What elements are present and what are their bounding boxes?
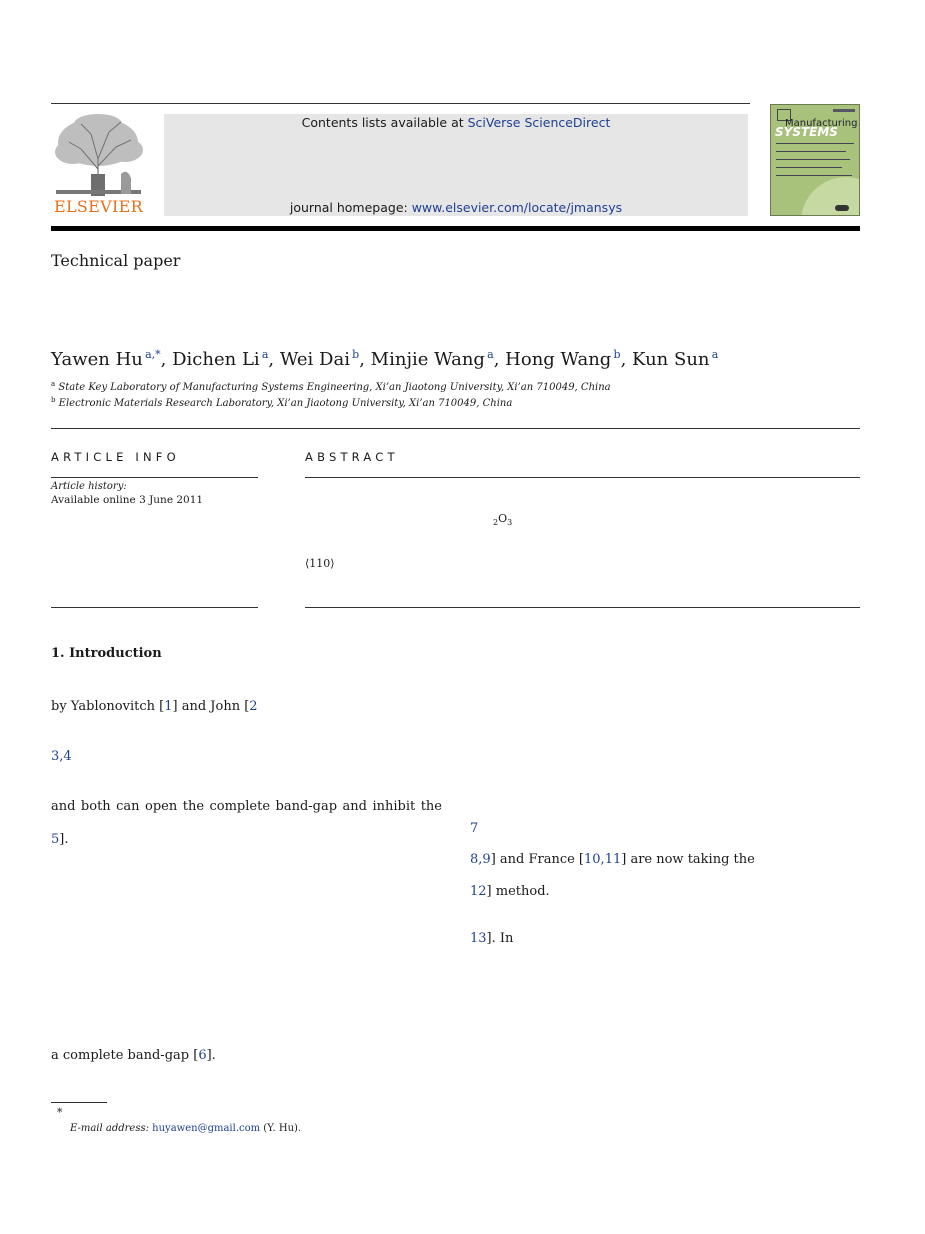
- author-affil-sup[interactable]: b: [613, 348, 621, 361]
- cover-toc-line: [776, 175, 852, 176]
- cover-meta-bar: [833, 109, 855, 112]
- author-name: Dichen Li: [172, 349, 260, 370]
- intro-line-3: and both can open the complete band-gap and inhibit the: [51, 799, 442, 814]
- citation-link[interactable]: 3,4: [51, 749, 72, 764]
- author-affil-sup[interactable]: a: [487, 348, 494, 361]
- author-name: Wei Dai: [279, 349, 350, 370]
- homepage-link[interactable]: www.elsevier.com/locate/jmansys: [411, 200, 623, 215]
- intro-right-line-4: 13]. In: [470, 931, 514, 946]
- author-name: Minjie Wang: [370, 349, 485, 370]
- journal-cover-thumbnail[interactable]: [770, 104, 860, 216]
- affiliation-a: [51, 380, 611, 393]
- cover-title-top: Manufacturing: [785, 118, 858, 129]
- citation-link[interactable]: 13: [470, 931, 487, 946]
- article-type: Technical paper: [51, 251, 181, 270]
- affiliation-key: a: [51, 380, 56, 388]
- citation-link[interactable]: 10,11: [584, 852, 622, 867]
- author-list: Yawen Hu $^{a,*}$, Dichen Li $^a$, Wei Dai $^b$, Minjie Wang $^a$, Hong Wang $^b$, Kun Sun $^a$: [51, 348, 719, 370]
- article-history-label: Article history:: [51, 481, 127, 492]
- sciencedirect-link[interactable]: SciVerse ScienceDirect: [467, 115, 611, 130]
- affiliation-text: Electronic Materials Research Laboratory, Xi’an Jiaotong University, Xi’an 710049, China: [58, 398, 513, 409]
- citation-link[interactable]: 8,9: [470, 852, 491, 867]
- article-info-heading: ARTICLE INFO: [51, 450, 180, 464]
- footnote-rule: [51, 1102, 107, 1103]
- footnote-marker: *: [57, 1106, 63, 1119]
- author-name: Yawen Hu: [51, 349, 143, 370]
- citation-link[interactable]: 7: [470, 821, 479, 836]
- cover-decoration-circle: [801, 177, 860, 216]
- intro-line-4: 5].: [51, 832, 69, 847]
- publisher-wordmark: ELSEVIER: [54, 197, 143, 216]
- author-affil-sup[interactable]: a: [711, 348, 719, 361]
- abstract-top-rule: [305, 477, 860, 478]
- footnote-email: E-mail address: huyawen@gmail.com (Y. Hu).: [70, 1123, 302, 1134]
- intro-right-line-3: 12] method.: [470, 884, 550, 899]
- abstract-direction-fragment: ⟨110⟩: [305, 557, 335, 570]
- info-top-rule: [51, 477, 258, 478]
- email-link[interactable]: huyawen@gmail.com: [152, 1123, 261, 1134]
- author-affil-sup[interactable]: a,*: [145, 348, 161, 361]
- abstract-bottom-rule: [305, 607, 860, 608]
- author-name: Hong Wang: [505, 349, 612, 370]
- citation-link[interactable]: 1: [164, 699, 173, 714]
- citation-link[interactable]: 2: [249, 699, 258, 714]
- affiliation-b: [51, 396, 512, 409]
- cover-publisher-icon: [835, 205, 849, 211]
- contents-availability: [164, 115, 748, 130]
- header-top-rule: [51, 103, 750, 104]
- title-separator-rule: [51, 428, 860, 429]
- citation-link[interactable]: 5: [51, 832, 60, 847]
- article-history-value: Available online 3 June 2011: [51, 494, 204, 506]
- author-affil-sup[interactable]: a: [261, 348, 269, 361]
- info-bottom-rule: [51, 607, 258, 608]
- abstract-formula-fragment: $_2O_3$: [493, 512, 513, 528]
- journal-homepage: [164, 200, 748, 215]
- intro-line-5: a complete band-gap [6].: [51, 1048, 216, 1063]
- citation-link[interactable]: 12: [470, 884, 487, 899]
- intro-line-1: by Yablonovitch [1] and John [2: [51, 699, 258, 714]
- homepage-prefix: journal homepage:: [289, 200, 412, 215]
- affiliation-key: b: [51, 396, 56, 404]
- cover-toc-line: [776, 159, 850, 160]
- contents-prefix: Contents lists available at: [301, 115, 468, 130]
- cover-toc-line: [776, 167, 842, 168]
- header-thick-rule: [51, 226, 860, 231]
- abstract-heading: ABSTRACT: [305, 450, 399, 464]
- citation-link[interactable]: 6: [198, 1048, 207, 1063]
- intro-right-line-2: 8,9] and France [10,11] are now taking the: [470, 852, 755, 867]
- cover-title-main: SYSTEMS: [775, 125, 838, 139]
- cover-toc-line: [776, 151, 846, 152]
- author-affil-sup[interactable]: b: [352, 348, 360, 361]
- author-name: Kun Sun: [632, 349, 710, 370]
- introduction-heading: 1. Introduction: [51, 646, 162, 661]
- affiliation-text: State Key Laboratory of Manufacturing Systems Engineering, Xi’an Jiaotong University, Xi’an 710049, China: [58, 382, 611, 393]
- cover-toc-line: [776, 143, 854, 144]
